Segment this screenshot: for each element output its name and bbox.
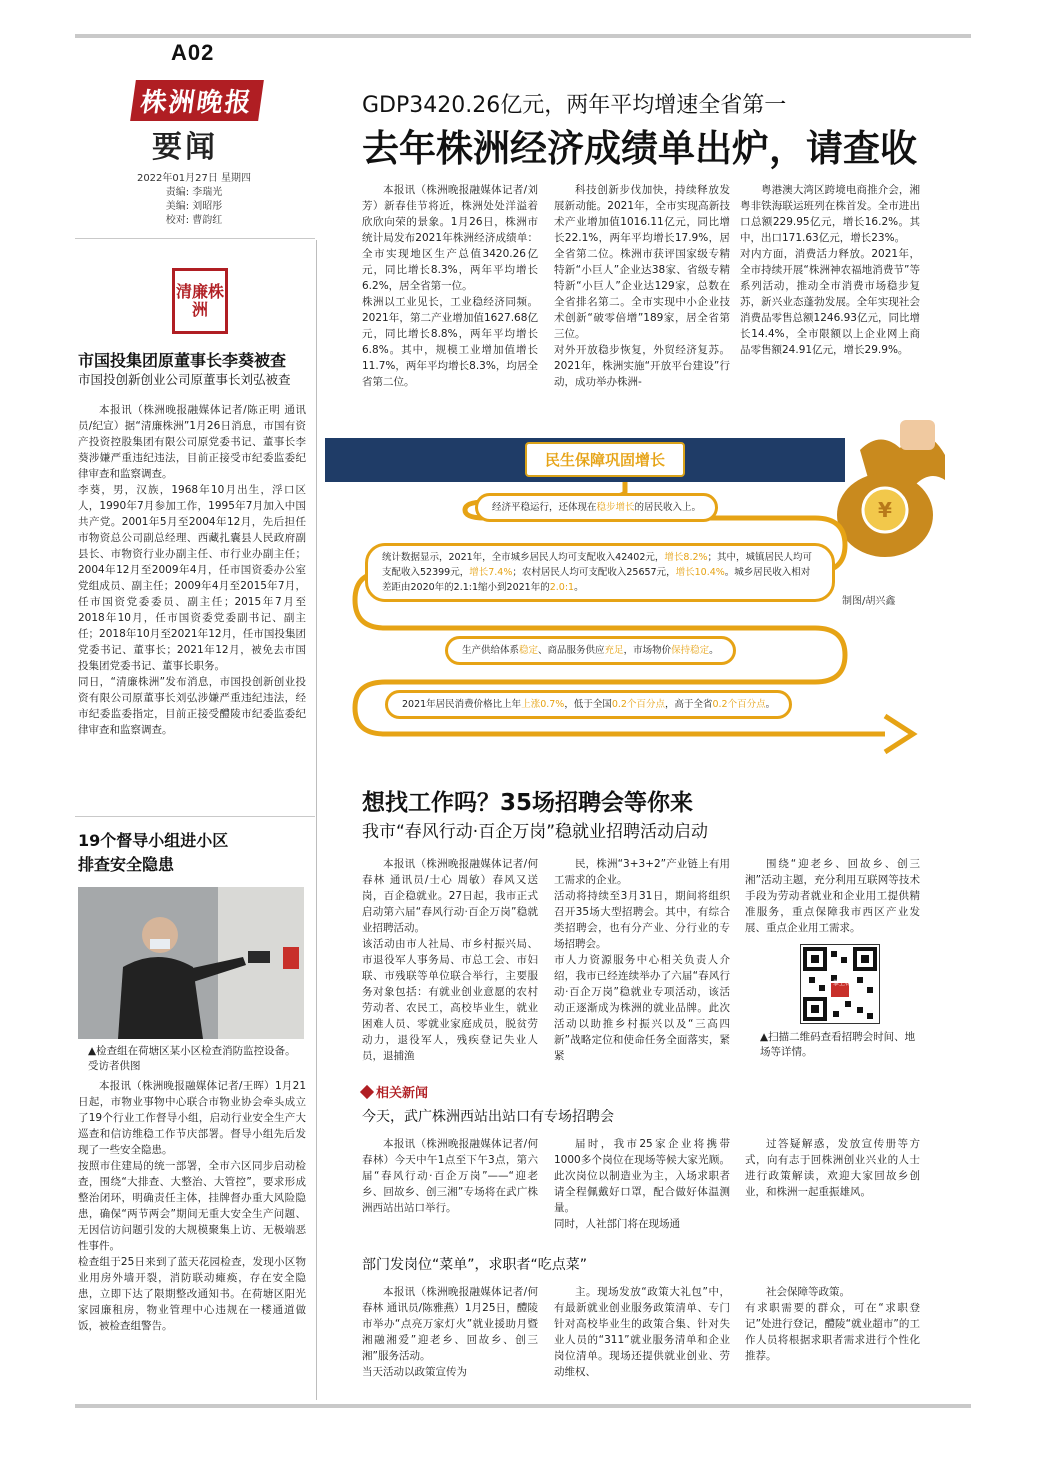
date-block: [120, 172, 268, 228]
jobs-col1-text: 本报讯（株洲晚报融媒体记者/何春林 通讯员/士心 周敏）春风又送岗，百企稳就业。27日起，我市正式启动第六届“春风行动·百企万岗”稳就业招聘活动。 该活动由市人社局、市乡村振兴局、市退役军人事务局、市总工会、市妇联、市残联等单位联合举行，主要服务对象包括：有就业创业意愿的农村劳动者、农民工，高校毕业生，就业困难人员、零就业家庭成员，脱贫劳动力，退役军人，残疾登记失业人员，退捕渔: [362, 858, 538, 1062]
infographic-credit: 制图/胡兴鑫: [842, 596, 896, 607]
row3-text-b: 、商品服务供应: [538, 645, 605, 656]
left-story2-text: 本报讯（株洲晚报融媒体记者/王晖）1月21日起，市物业事物中心联合市物业协会牵头成立了19个行业工作督导小组，启动行业安全生产大巡查和信访维稳工作节庆部署。督导小组先后发现了一些安全隐患。 按照市住建局的统一部署，全市六区同步启动检查，围绕“大排查、大整治、大管控”，要求形成整治闭环，明确责任主体，挂牌督办重大风险隐患，确保“两节两会”期间无重大安全生产问题、无因信访问题引发的大规模聚集上访、无极端恶性事件。 检查组于25日来到了蓝天花园检查，发现小区物业用房外墙开裂，消防联动瘫痪，存在安全隐患，立即下达了限期整改通知书。在荷塘区阳光家园廉租房，物业管理中心违规在一楼通道做饭，被检查组警告。: [78, 1080, 306, 1332]
info-row-3: [445, 636, 736, 665]
row4-text-d: 。: [765, 699, 776, 710]
row3-highlight-3: 保持稳定: [671, 645, 710, 656]
bottom-rule: [75, 1404, 971, 1408]
related-col2-text: 届时，我市25家企业将携带1000多个岗位在现场等候大家光顾。此次岗位以制造业为主，入场求职者请全程佩戴好口罩，配合做好体温测量。 同时，人社部门将在现场通: [554, 1138, 730, 1230]
lead-column-1: [362, 182, 538, 398]
date-line: 2022年01月27日 星期四: [136, 173, 252, 184]
photo-caption: ▲检查组在荷塘区某小区检查消防监控设备。受访者供图: [88, 1045, 296, 1072]
qr-label: 掌上株洲: [833, 980, 858, 987]
related2-col2-text: 主。现场发放“政策大礼包”中，有最新就业创业服务政策清单、专门针对高校毕业生的政策合集、针对失业人员的“311”就业服务清单和企业岗位清单。现场还提供就业创业、劳动维权、: [554, 1286, 730, 1378]
row4-text-a: 2021年居民消费价格比上年: [402, 699, 522, 710]
left-top-rule: [75, 238, 315, 239]
row2-highlight-4: 2.0:1: [549, 582, 575, 593]
inspection-photo: [78, 887, 304, 1039]
qr-caption: ▲扫描二维码查看招聘会时间、地场等详情。: [760, 1031, 916, 1058]
info-row-4: [385, 690, 792, 719]
top-rule: [75, 34, 971, 38]
row2-text-c: ；农村居民人均可支配收入25657元，: [512, 567, 676, 578]
related-tag-label: 相关新闻: [376, 1086, 429, 1101]
hand-icon: [900, 420, 935, 450]
row4-highlight-1: 上涨0.7%: [521, 699, 565, 710]
row3-text-c: ，市场物价: [623, 645, 672, 656]
row4-highlight-3: 0.2个百分点: [712, 699, 766, 710]
related-column-2: [554, 1136, 730, 1236]
lead-col3-text: 粤港澳大湾区跨境电商推介会，湘粤非铁海联运班列在株首发。全市进出口总额229.95亿元，增长16.2%。其中，出口171.63亿元，增长23%。 对内方面，消费活力释放。2021年，全市持续开展“株洲神农福地消费节”等系列活动，推动全市消费市场稳步复苏，新兴业态蓬勃发展。全年实现社会消费品零售总额1246.93亿元，同比增长14.4%，全市限额以上企业网上商品零售额24.91亿元，增长29.9%。: [740, 184, 920, 356]
jobs-col2-text: 民，株洲“3+3+2”产业链上有用工需求的企业。 活动将持续至3月31日，期间将组织召开35场大型招聘会。其中，有综合类招聘会，也有分产业、分行业的专场招聘会。 市人力资源服务中心相关负责人介绍，我市已经连续举办了六届“春风行动·百企万岗”稳就业专项活动，该活动正逐渐成为株洲的就业品牌。此次活动以助推乡村振兴以及“三高四新”战略定位和使命任务全面落实，紧紧: [554, 858, 730, 1062]
row2-text-b: ；其中，城镇居民人均可支配收入52399元，: [382, 552, 813, 578]
row4-text-b: ，低于全国: [564, 699, 612, 710]
row2-highlight-2: 增长7.4%: [469, 567, 513, 578]
arrow-head-icon: [885, 716, 913, 752]
column-divider: [316, 240, 317, 1400]
left-story2-body: [78, 1078, 306, 1396]
lead-column-3: [740, 182, 920, 398]
left-story1-text: 本报讯（株洲晚报融媒体记者/陈正明 通讯员/纪宣）据“清廉株洲”1月26日消息，市国有资产投资控股集团有限公司原党委书记、董事长李葵涉嫌严重违纪违法，目前正接受市纪委监委纪律审查和监察调查。 李葵，男，汉族，1968年10月出生，浮口区人，1990年7月参加工作，1995年7月加入中国共产党。2001年5月至2004年12月，先后担任市物资总公司副总经理、西藏扎囊县人民政府副县长、市物资行业办副主任、市行业办副主任；2004年12月至2009年4月，任市国资委办公室党组成员、副主任；2009年4月至2015年7月，任市国资党委委员、副主任；2015年7月至2018年10月，任市国资委党委副书记、副主任；2018年10月至2021年12月，任市国投集团党委书记、董事长；2021年12月，被免去市国投集团党委书记、董事长职务。 同日，“清廉株洲”发布消息，市国投创新创业投资有限公司原董事长刘弘涉嫌严重违纪违法，经市纪委监委指定，目前正接受醴陵市纪委监委纪律审查和监察调查。: [78, 404, 306, 736]
related-headline: 今天，武广株洲西站出站口有专场招聘会: [362, 1109, 614, 1125]
row4-text-c: ，高于全省: [664, 699, 713, 710]
left-story1-body: [78, 402, 306, 810]
row1-text-a: 经济平稳运行，还体现在: [492, 502, 597, 513]
page-number: A02: [171, 40, 215, 65]
jobs-column-1: [362, 856, 538, 1074]
lead-kicker: GDP3420.26亿元，两年平均增速全省第一: [362, 93, 787, 118]
left-story1-headline: 市国投集团原董事长李葵被查: [78, 351, 287, 370]
related-col3-text: 过答疑解惑，发放宣传册等方式，向有志于回株洲创业兴业的人士进行政策解读，欢迎大家回故乡创业，和株洲一起重振雄风。: [745, 1138, 920, 1198]
related2-headline: 部门发岗位“菜单”，求职者“吃点菜”: [362, 1257, 588, 1273]
row1-highlight: 稳步增长: [596, 502, 635, 513]
row2-highlight-3: 增长10.4%: [675, 567, 725, 578]
paper-logo: 株洲晚报: [130, 80, 264, 121]
panel: [248, 951, 270, 963]
jobs-subheadline: 我市“春风行动·百企万岗”稳就业招聘活动启动: [362, 822, 709, 842]
related-column-1: [362, 1136, 538, 1236]
jobs-column-2: [554, 856, 730, 1074]
lead-column-2: [554, 182, 730, 398]
jobs-headline: 想找工作吗？35场招聘会等你来: [362, 790, 694, 816]
row3-highlight-2: 充足: [604, 645, 624, 656]
art-editor-line: 美编: 刘昭彤: [165, 201, 223, 212]
jobs-col3-text: 围绕“迎老乡、回故乡、创三湘”活动主题，充分利用互联网等技术手段为劳动者就业和企业用工提供精准服务，重点保障我市西区产业发展、重点企业用工需求。: [745, 858, 920, 934]
photo-illustration: [78, 887, 304, 1039]
row2-highlight-1: 增长8.2%: [664, 552, 708, 563]
left-story1-subheadline: 市国投创新创业公司原董事长刘弘被查: [78, 372, 291, 387]
editor-line: 责编: 李瑞光: [165, 187, 223, 198]
alarm-box: [283, 947, 299, 969]
row1-text-b: 的居民收入上。: [634, 502, 702, 513]
left-story2-headline-2: 排查安全隐患: [78, 855, 175, 874]
related2-column-2: [554, 1284, 730, 1396]
left-story2-headline-1: 19个督导小组进小区: [78, 831, 229, 850]
related2-col3-text: 社会保障等政策。 有求职需要的群众，可在“求职登记”处进行登记，醴陵“就业超市”的工作人员将根据求职者需求进行个性化推荐。: [745, 1286, 920, 1362]
clean-zhuzhou-seal: 清廉株洲: [172, 268, 228, 334]
row2-text-d: 。城乡居民收入相对差距由2020年的2.1:1缩小到2021年的: [382, 567, 811, 593]
section-title: 要闻: [152, 130, 218, 165]
diamond-icon: [360, 1084, 374, 1098]
related2-column-3: [745, 1284, 920, 1396]
related2-column-1: [362, 1284, 538, 1396]
info-row-1: [475, 493, 718, 522]
related-news-tag: [362, 1082, 428, 1101]
row2-text-e: 。: [574, 582, 584, 593]
proofreader-line: 校对: 曹韵红: [165, 215, 223, 226]
infographic-title: 民生保障巩固增长: [525, 442, 685, 477]
row3-text-a: 生产供给体系: [462, 645, 520, 656]
jobs-column-3: [745, 856, 920, 936]
related-column-3: [745, 1136, 920, 1236]
income-infographic: [325, 410, 950, 760]
lead-col2-text: 科技创新步伐加快，持续释放发展新动能。2021年，全市实现高新技术产业增加值1016.11亿元，同比增长22.1%，两年平均增长17.9%，居全省第二位。株洲市获评国家级专精特新“小巨人”企业达38家、省级专精特新“小巨人”企业达129家，总数在全省排名第二。全市实现中小企业技术创新“破零倍增”189家，居全省第三位。 对外开放稳步恢复，外贸经济复苏。2021年，株洲实施“开放平台建设”行动，成功举办株洲-: [554, 184, 730, 388]
lead-col1-text: 本报讯（株洲晚报融媒体记者/刘芳）新春佳节将近，株洲处处洋溢着欣欣向荣的景象。1月26日，株洲市统计局发布2021年株洲经济成绩单：全市实现地区生产总值3420.26亿元，同比增长8.3%，两年平均增长6.2%，居全省第一位。 株洲以工业见长，工业稳经济同频。2021年，第二产业增加值1627.68亿元，同比增长8.8%，两年平均增长6.8%。其中，规模工业增加值增长11.7%，两年平均增长8.3%，均居全省第二位。: [362, 184, 538, 388]
related2-col1-text: 本报讯（株洲晚报融媒体记者/何春林 通讯员/陈雅燕）1月25日，醴陵市举办“点亮万家灯火”就业援助月暨湘融湘爱”迎老乡、回故乡、创三湘”服务活动。 当天活动以政策宣传为: [362, 1286, 538, 1378]
inspector-mask: [150, 939, 170, 949]
row3-text-d: 。: [709, 645, 719, 656]
row3-highlight-1: 稳定: [519, 645, 539, 656]
yuan-symbol: ¥: [878, 498, 892, 522]
lead-headline: 去年株洲经济成绩单出炉，请查收: [362, 127, 917, 170]
related-col1-text: 本报讯（株洲晚报融媒体记者/何春林）今天中午1点至下午3点，第六届“春风行动·百企万岗”——“迎老乡、回故乡、创三湘”专场将在武广株洲西站出站口举行。: [362, 1138, 538, 1214]
row2-text-a: 统计数据显示，2021年，全市城乡居民人均可支配收入42402元，: [382, 552, 665, 563]
row4-highlight-2: 0.2个百分点: [611, 699, 665, 710]
info-row-2: [365, 543, 835, 602]
left-mid-rule: [75, 816, 315, 817]
